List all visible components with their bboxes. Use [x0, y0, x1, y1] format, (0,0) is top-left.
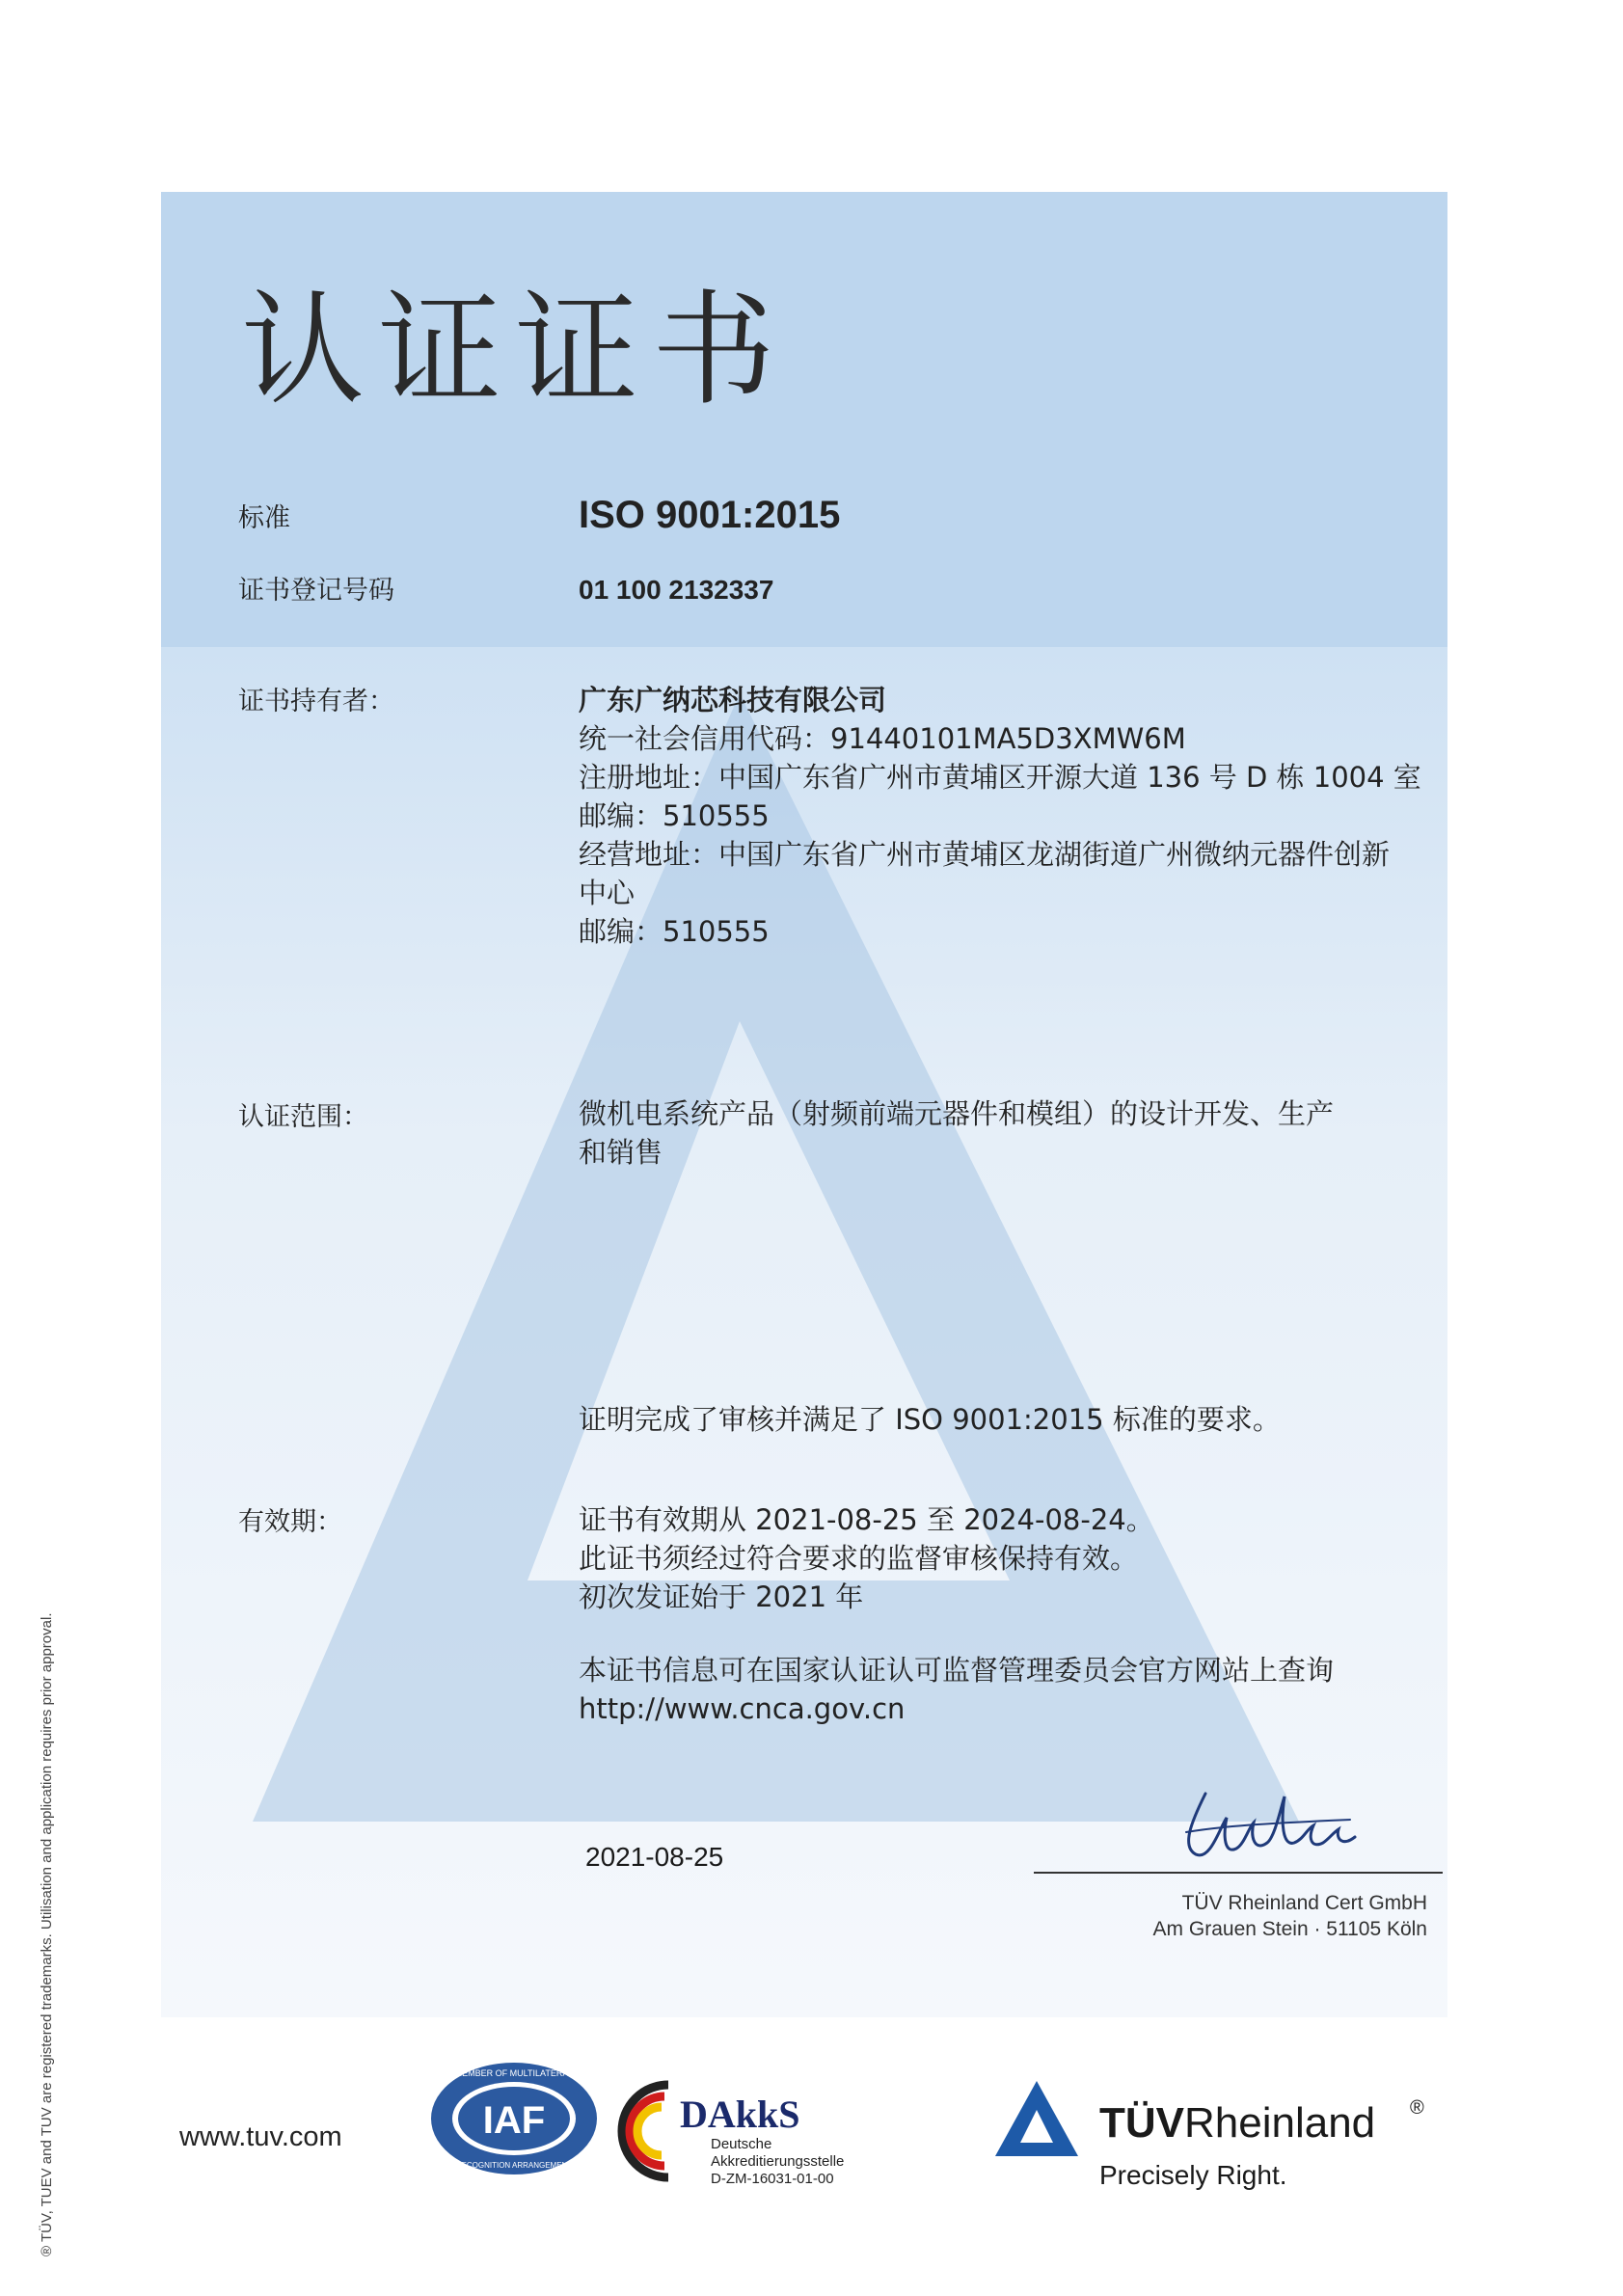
issuer-block [1013, 1890, 1427, 1942]
dakks-line3: D-ZM-16031-01-00 [711, 2171, 834, 2187]
tuv-slogan: Precisely Right. [1099, 2160, 1287, 2190]
dakks-name: DAkkS [680, 2093, 800, 2136]
signature-icon [1167, 1779, 1360, 1866]
dakks-line2: Akkreditierungsstelle [711, 2153, 845, 2170]
iaf-logo-icon [427, 2059, 601, 2179]
iaf-text: IAF [482, 2099, 546, 2142]
compliance-statement: 证明完成了审核并满足了 ISO 9001:2015 标准的要求。 [579, 1403, 1281, 1436]
tuv-brand-regular: Rheinland [1184, 2099, 1376, 2147]
registered-postcode: 邮编：510555 [579, 799, 770, 832]
scope-block [579, 1094, 1334, 1172]
holder-block [579, 681, 1421, 951]
query-block [579, 1651, 1334, 1728]
scope-line2: 和销售 [579, 1136, 663, 1169]
iaf-ring-bottom: RECOGNITION ARRANGEMENT [455, 2161, 573, 2170]
query-url: http://www.cnca.gov.cn [579, 1692, 906, 1725]
issue-date: 2021-08-25 [585, 1842, 724, 1872]
dakks-logo-icon [612, 2064, 892, 2194]
certificate-title: 认证证书 [241, 279, 790, 422]
registration-label: 证书登记号码 [238, 576, 394, 606]
holder-label: 证书持有者： [238, 687, 394, 716]
website-link[interactable]: www.tuv.com [179, 2121, 342, 2152]
validity-label: 有效期： [238, 1507, 342, 1537]
tuv-rheinland-logo-icon [993, 2073, 1427, 2199]
business-postcode: 邮编：510555 [579, 915, 770, 948]
holder-name: 广东广纳芯科技有限公司 [579, 684, 887, 716]
registration-number: 01 100 2132337 [579, 575, 774, 605]
scope-label: 认证范围： [238, 1102, 368, 1132]
iaf-ring-top: MEMBER OF MULTILATERAL [454, 2068, 574, 2078]
validity-block [579, 1500, 1154, 1616]
tuv-registered-mark: ® [1410, 2097, 1424, 2119]
standard-label: 标准 [238, 503, 290, 533]
query-line1: 本证书信息可在国家认证认可监督管理委员会官方网站上查询 [579, 1654, 1335, 1687]
issuer-address: Am Grauen Stein · 51105 Köln [1152, 1918, 1427, 1940]
tuv-brand-bold: TÜV [1099, 2099, 1184, 2147]
business-address-line2: 中心 [579, 877, 636, 909]
credit-code: 统一社会信用代码：91440101MA5D3XMW6M [579, 722, 1186, 755]
validity-line2: 此证书须经过符合要求的监督审核保持有效。 [579, 1542, 1139, 1575]
registered-address: 注册地址：中国广东省广州市黄埔区开源大道 136 号 D 栋 1004 室 [579, 761, 1421, 794]
standard-value: ISO 9001:2015 [579, 494, 841, 536]
issuer-name: TÜV Rheinland Cert GmbH [1181, 1892, 1427, 1914]
validity-line3: 初次发证始于 2021 年 [579, 1580, 864, 1613]
dakks-line1: Deutsche [711, 2136, 772, 2152]
signature-line [1034, 1872, 1443, 1874]
validity-line1: 证书有效期从 2021-08-25 至 2024-08-24。 [579, 1503, 1154, 1536]
svg-text:TÜVRheinland [1099, 2099, 1375, 2147]
scope-line1: 微机电系统产品（射频前端元器件和模组）的设计开发、生产 [579, 1097, 1335, 1130]
business-address-line1: 经营地址：中国广东省广州市黄埔区龙湖街道广州微纳元器件创新 [579, 838, 1391, 871]
trademark-note: ® TÜV, TUEV and TUV are registered trademarks. Utilisation and application requires prior approval. [39, 1612, 55, 2256]
